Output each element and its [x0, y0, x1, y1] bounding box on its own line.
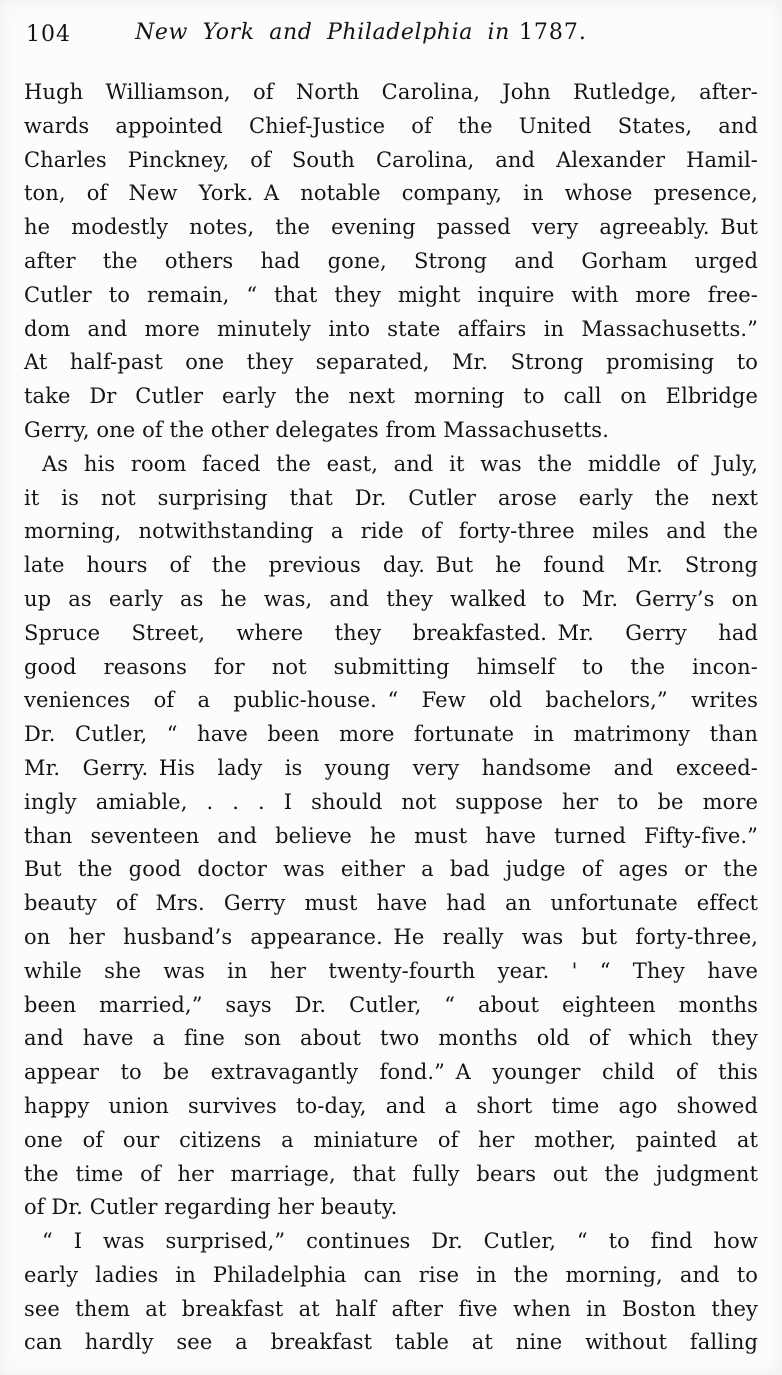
text-line: Gerry, one of the other delegates from Massachusetts. — [24, 417, 609, 442]
text-line: beauty of Mrs. Gerry must have had an unfortunate effect — [24, 891, 758, 916]
running-title — [84, 20, 638, 45]
text-line: ton, of New York. A notable company, in whose presence, — [24, 181, 758, 206]
text-line: early ladies in Philadelphia can rise in the morning, and to — [24, 1262, 758, 1287]
text-line: wards appointed Chief-Justice of the United States, and — [24, 113, 758, 138]
text-line: As his room faced the east, and it was the middle of July, — [42, 451, 758, 476]
text-line: happy union survives to-day, and a short time ago showed — [24, 1093, 758, 1118]
page-header — [24, 20, 758, 54]
text-line: appear to be extravagantly fond.” A younger child of this — [24, 1060, 758, 1085]
text-line: Cutler to remain, “ that they might inquire with more free- — [24, 282, 758, 307]
page-body — [24, 76, 758, 1360]
text-line: than seventeen and believe he must have turned Fifty-five.” — [24, 823, 758, 848]
text-line: while she was in her twenty-fourth year. ' “ They have — [24, 958, 758, 983]
text-line: up as early as he was, and they walked to Mr. Gerry’s on — [24, 586, 758, 611]
text-line: veniences of a public-house. “ Few old bachelors,” writes — [24, 688, 758, 713]
text-line: Charles Pinckney, of South Carolina, and Alexander Hamil- — [24, 147, 758, 172]
text-line: on her husband’s appearance. He really was but forty-three, — [24, 924, 758, 949]
text-line: At half-past one they separated, Mr. Strong promising to — [24, 350, 758, 375]
text-line: been married,” says Dr. Cutler, “ about eighteen months — [24, 992, 758, 1017]
running-title-text: New York and Philadelphia in — [135, 20, 510, 45]
text-line: it is not surprising that Dr. Cutler arose early the next — [24, 485, 758, 510]
text-line: Hugh Williamson, of North Carolina, John Rutledge, after- — [24, 80, 758, 104]
text-line: But the good doctor was either a bad judge of ages or the — [24, 857, 758, 882]
text-line: can hardly see a breakfast table at nine without falling — [24, 1330, 758, 1355]
text-line: the time of her marriage, that fully bears out the judgment — [24, 1161, 758, 1186]
text-line: Dr. Cutler, “ have been more fortunate in matrimony than — [24, 722, 758, 747]
text-line: of Dr. Cutler regarding her beauty. — [24, 1195, 398, 1220]
text-line: he modestly notes, the evening passed very agreeably. But — [24, 215, 758, 240]
text-line: and have a fine son about two months old of which they — [24, 1026, 758, 1051]
text-line: see them at breakfast at half after five when in Boston they — [24, 1296, 758, 1321]
text-line: “ I was surprised,” continues Dr. Cutler, “ to find how — [42, 1229, 758, 1254]
text-line: Spruce Street, where they breakfasted. Mr. Gerry had — [24, 620, 758, 645]
page-number: 104 — [26, 22, 71, 47]
text-line: morning, notwithstanding a ride of forty-three miles and the — [24, 519, 758, 544]
text-line: ingly amiable, . . . I should not suppose her to be more — [24, 789, 758, 814]
running-title-year: 1787. — [518, 20, 587, 45]
text-line: late hours of the previous day. But he found Mr. Strong — [24, 553, 758, 578]
text-line: dom and more minutely into state affairs in Massachusetts.” — [24, 316, 758, 341]
text-line: one of our citizens a miniature of her mother, painted at — [24, 1127, 758, 1152]
text-line: good reasons for not submitting himself to the incon- — [24, 654, 758, 679]
text-line: take Dr Cutler early the next morning to call on Elbridge — [24, 384, 758, 409]
text-line: after the others had gone, Strong and Gorham urged — [24, 248, 758, 273]
text-line: Mr. Gerry. His lady is young very handsome and exceed- — [24, 755, 758, 780]
